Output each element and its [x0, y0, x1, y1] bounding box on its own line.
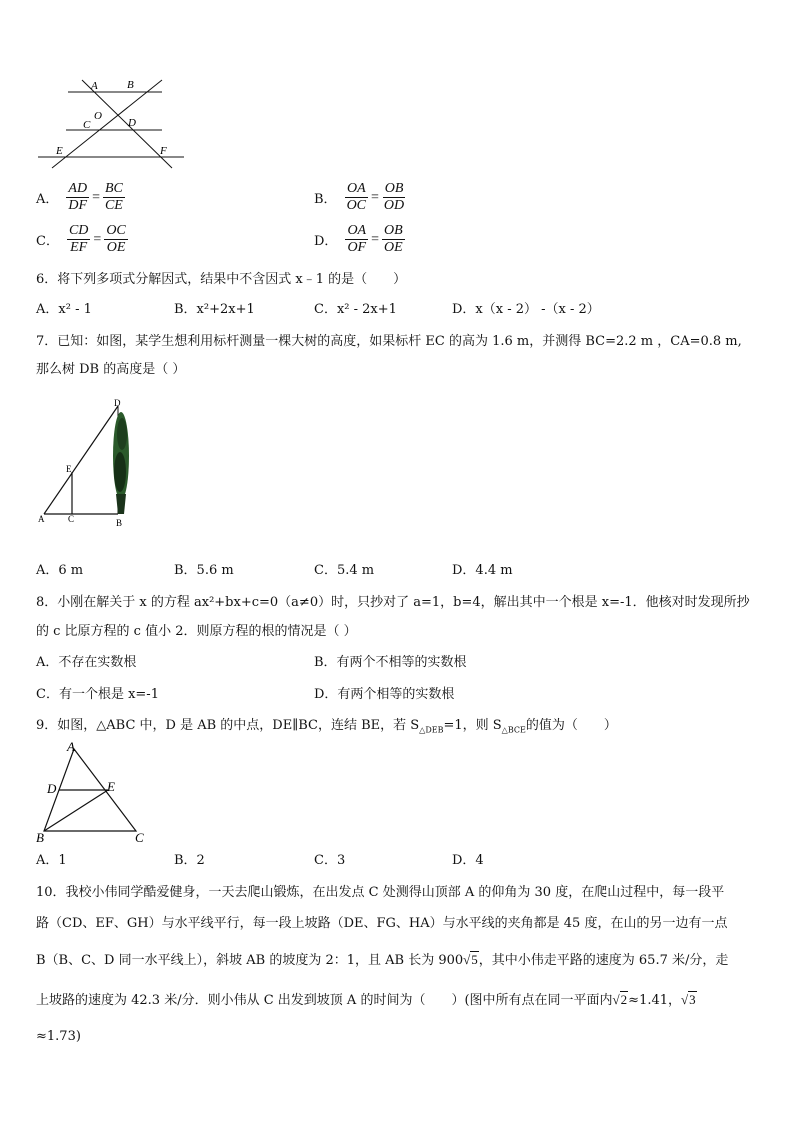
- q5-option-b[interactable]: B． $\frac{OA}{OC}$ = $\frac{OB}{OD}$: [314, 181, 405, 213]
- q10-line2: 路（CD、EF、GH）与水平线平行，每一段上坡路（DE、FG、HA）与水平线的夹角都是 45 度，在山的另一边有一点: [36, 916, 728, 931]
- svg-text:E: E: [66, 464, 72, 474]
- fraction: $\frac{CD}{EF}$: [68, 223, 89, 255]
- q9-option-a[interactable]: A．1: [36, 853, 67, 868]
- q9-figure: [34, 739, 154, 845]
- q10-line3: B（B、C、D 同一水平线上），斜坡 AB 的坡度为 2：1，且 AB 长为 900√5，其中小伟走平路的速度为 65.7 米/分，走: [36, 952, 729, 968]
- svg-text:B: B: [116, 518, 123, 528]
- q6-option-a[interactable]: A．x² - 1: [36, 302, 92, 317]
- q7-stem-line1: 7．已知：如图，某学生想利用标杆测量一棵大树的高度，如果标杆 EC 的高为 1.6 m，并测得 BC=2.2 m ，CA=0.8 m,: [36, 334, 742, 349]
- svg-text:A: A: [38, 514, 45, 524]
- q8-option-c[interactable]: C．有一个根是 x=-1: [36, 687, 159, 702]
- fraction: $\frac{OC}{OE}$: [106, 223, 126, 255]
- q7-option-a[interactable]: A．6 m: [36, 563, 84, 578]
- q7-option-c[interactable]: C．5.4 m: [314, 563, 375, 578]
- q7-stem-line2: 那么树 DB 的高度是（ ）: [36, 362, 186, 377]
- q8-stem-line2: 的 c 比原方程的 c 值小 2．则原方程的根的情况是（ ）: [36, 624, 357, 639]
- q6-option-c[interactable]: C．x² - 2x+1: [314, 302, 397, 317]
- label-e: E: [56, 145, 63, 157]
- line-af: [82, 80, 172, 168]
- q8-option-a[interactable]: A．不存在实数根: [36, 655, 137, 670]
- fraction: $\frac{OB}{OE}$: [384, 223, 403, 255]
- q9-option-c[interactable]: C．3: [314, 853, 346, 868]
- svg-text:C: C: [68, 514, 75, 524]
- svg-text:C: C: [135, 830, 144, 845]
- sqrt-symbol: √2: [612, 992, 628, 1007]
- q8-option-d[interactable]: D．有两个相等的实数根: [314, 687, 455, 702]
- q5-option-a[interactable]: A． $\frac{AD}{DF}$ = $\frac{BC}{CE}$: [36, 181, 123, 213]
- fraction: $\frac{OA}{OF}$: [347, 223, 367, 255]
- svg-text:A: A: [67, 739, 75, 754]
- q9-option-d[interactable]: D．4: [452, 853, 484, 868]
- label-f: F: [160, 145, 167, 157]
- fraction: $\frac{OB}{OD}$: [383, 181, 405, 213]
- tree-icon: [113, 412, 129, 514]
- q9-stem: 9．如图，△ABC 中，D 是 AB 的中点，DE∥BC，连结 BE，若 $S_{\triangle DEB}=1$，则 $S_{\triangle BCE}$的值为（ ）: [36, 718, 617, 735]
- q6-option-d[interactable]: D．x（x - 2） -（x - 2）: [452, 302, 600, 317]
- svg-text:E: E: [107, 779, 115, 794]
- svg-text:B: B: [36, 830, 44, 845]
- q5-figure: [30, 72, 190, 172]
- q6-option-b[interactable]: B．x²+2x+1: [174, 302, 255, 317]
- fraction: $\frac{OA}{OC}$: [346, 181, 367, 213]
- sqrt-symbol: √5: [463, 952, 478, 967]
- label-d: D: [128, 117, 136, 129]
- q10-line1: 10．我校小伟同学酷爱健身，一天去爬山锻炼，在出发点 C 处测得山顶部 A 的仰角为 30 度，在爬山过程中，每一段平: [36, 885, 725, 900]
- q5-option-d[interactable]: D． $\frac{OA}{OF}$ = $\frac{OB}{OE}$: [314, 223, 403, 255]
- svg-text:D: D: [47, 781, 57, 796]
- label-c: C: [83, 119, 91, 131]
- label-a: A: [91, 80, 98, 92]
- q7-option-b[interactable]: B．5.6 m: [174, 563, 234, 578]
- q7-figure: [34, 394, 144, 530]
- q8-option-b[interactable]: B．有两个不相等的实数根: [314, 655, 467, 670]
- q10-line4: 上坡路的速度为 42.3 米/分．则小伟从 C 出发到坡顶 A 的时间为（ ）(图中所有点在同一平面内√2≈1.41，√3: [36, 992, 696, 1008]
- q9-option-b[interactable]: B．2: [174, 853, 205, 868]
- fraction: $\frac{BC}{CE}$: [104, 181, 123, 213]
- sqrt-symbol: √3: [681, 992, 696, 1007]
- q6-stem: 6．将下列多项式分解因式，结果中不含因式 x﹣1 的是（ ）: [36, 272, 407, 287]
- label-b: B: [127, 79, 134, 91]
- q10-line5: ≈1.73): [36, 1029, 81, 1044]
- line-be: [52, 80, 162, 168]
- q8-stem-line1: 8．小刚在解关于 x 的方程 ax²+bx+c=0（a≠0）时，只抄对了 a=1，b=4，解出其中一个根是 x=-1．他核对时发现所抄: [36, 595, 750, 610]
- q7-option-d[interactable]: D．4.4 m: [452, 563, 513, 578]
- svg-text:D: D: [114, 398, 121, 408]
- label-o: O: [94, 110, 102, 122]
- fraction: $\frac{AD}{DF}$: [68, 181, 88, 213]
- q5-option-c[interactable]: C． $\frac{CD}{EF}$ = $\frac{OC}{OE}$: [36, 223, 126, 255]
